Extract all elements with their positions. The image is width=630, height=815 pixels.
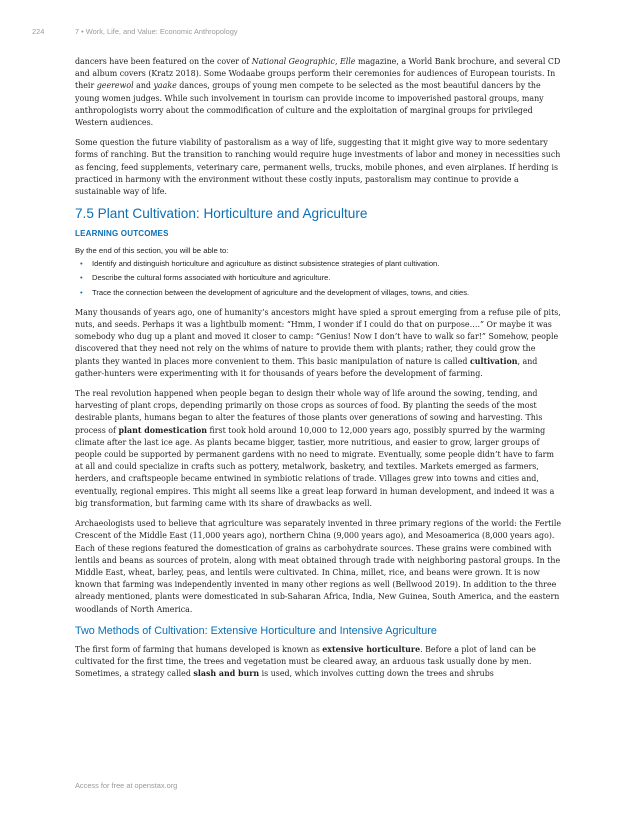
key-term: cultivation (469, 356, 518, 366)
paragraph-wodaabe-dancers (75, 56, 562, 129)
italic-text: geerewol (96, 81, 134, 91)
page-body (75, 56, 562, 688)
outcome-item: • Identify and distinguish horticulture and agriculture as distinct subsistence strategies of plant cultivation. (75, 258, 562, 270)
text-run: first took hold around 10,000 to 12,000 years ago, possibly spurred by the warming climate after the last ice age. As plants became bigger, tastier, more nutritious, and easier to grow, larger groups of people could be supported by permanent gardens with no need to migrate. Eventually, some people didn’t have to farm at all and could specialize in crafts such as pottery, metalwork, basketry, and textiles. Markets emerged as farmers, herders, and craftspeople became entwined in symbiotic relations of trade. Villages grew into towns and cities and, eventually, regional empires. This might all seems like a great leap forward in human development, and indeed it was a big transformation, but farming came with its share of drawbacks as well. (75, 425, 555, 508)
text-run: , and gather-hunters were experimenting with it for thousands of years before the development of farming. (75, 356, 538, 378)
subsection-heading: Two Methods of Cultivation: Extensive Horticulture and Intensive Agriculture (75, 624, 437, 637)
italic-text: Elle (339, 57, 356, 66)
text-run: . Before a plot of land can be cultivated for the first time, the trees and vegetation must be cleared away, an arduous task usually done by men. Sometimes, a strategy called (75, 644, 536, 679)
learning-outcomes-list (75, 258, 562, 299)
key-term: plant domestication (118, 425, 208, 435)
key-term: slash and burn (193, 669, 260, 679)
text-run: , (334, 57, 340, 66)
outcome-item: • Describe the cultural forms associated with horticulture and agriculture. (75, 272, 562, 284)
learning-outcomes-heading: LEARNING OUTCOMES (75, 229, 169, 239)
paragraph-cultivation (75, 307, 562, 380)
paragraph-plant-domestication (75, 388, 562, 510)
text-run: Some question the future viability of pastoralism as a way of life, suggesting that it might give way to more sedentary forms of ranching. But the transition to ranching would require huge investments of labor and money in necessities such as fencing, feed supplements, veterinary care, permanent wells, trucks, mobile phones, and even airplanes. If herding is practiced in harmony with the environment without these costly inputs, pastoralism may continue to provide a sustainable way of life. (75, 138, 561, 197)
outcome-item: • Trace the connection between the development of agriculture and the development of villages, towns, and cities. (75, 287, 562, 299)
text-run: magazine, a World Bank brochure, and several CD and album covers (Kratz 2018). Some Wodaabe groups perform their ceremonies for audiences of European tourists. In their (75, 57, 561, 91)
paragraph-extensive-horticulture (75, 644, 562, 681)
text-run: dances, groups of young men compete to be selected as the most beautiful dancers by the young women judges. While such involvement in tourism can provide income to impoverished pastoral groups, many anthropologists worry about the commodification of culture and the exploitation of marginal groups for privileged Western audiences. (75, 81, 544, 128)
italic-text: National Geographic (251, 57, 335, 66)
chapter-title: 7 • Work, Life, and Value: Economic Anthropology (75, 27, 238, 36)
text-run: and (133, 81, 154, 91)
text-run: The real revolution happened when people began to design their whole way of life around the sowing, tending, and harvesting of plant crops, depending primarily on those crops as sources of food. By planting the seeds of the most desirable plants, humans began to alter the features of those plants over generations of sowing and harvesting. This process of (75, 389, 543, 435)
section-heading: 7.5 Plant Cultivation: Horticulture and Agriculture (75, 206, 368, 222)
paragraph-pastoralism-future (75, 137, 562, 198)
key-term: extensive horticulture (322, 644, 421, 654)
text-run: is used, which involves cutting down the trees and shrubs (259, 669, 494, 679)
page-footer: Access for free at openstax.org (75, 781, 178, 790)
paragraph-agriculture-origins (75, 518, 562, 616)
italic-text: yaake (153, 81, 177, 91)
text-run: dancers have been featured on the cover of (75, 57, 252, 66)
text-run: The first form of farming that humans developed is known as (75, 644, 323, 654)
page-number: 224 (32, 27, 45, 36)
learning-outcomes-intro: By the end of this section, you will be able to: (75, 246, 229, 256)
text-run: Many thousands of years ago, one of humanity’s ancestors might have spied a sprout emerging from a refuse pile of pits, nuts, and seeds. Perhaps it was a lightbulb moment: “Hmm, I wonder if I could do that on purpose….” Or maybe it was somebody who dug up a plant and moved it closer to camp: “Genius! Now I don’t have to walk so far!” Somehow, people discovered that they need not rely on the whims of nature to provide them with plants; rather, they could grow the plants they wanted in places more convenient to them. This basic manipulation of nature is called (75, 307, 561, 366)
text-run: Archaeologists used to believe that agriculture was separately invented in three primary regions of the world: the Fertile Crescent of the Middle East (11,000 years ago), northern China (9,000 years ago), and Mesoamerica (8,000 years ago). Each of these regions featured the domestication of grains as carbohydrate sources. These grains were combined with lentils and beans as sources of protein, along with meat obtained through trade with neighboring pastoral groups. In the Middle East, wheat, barley, peas, and lentils were cultivated. In China, millet, rice, and beans were grown. It is now known that farming was independently invented in many other regions as well (Bellwood 2019). In addition to the three already mentioned, plants were domesticated in sub-Saharan Africa, India, New Guinea, South America, and the eastern woodlands of North America. (75, 519, 562, 614)
running-header (32, 27, 590, 36)
